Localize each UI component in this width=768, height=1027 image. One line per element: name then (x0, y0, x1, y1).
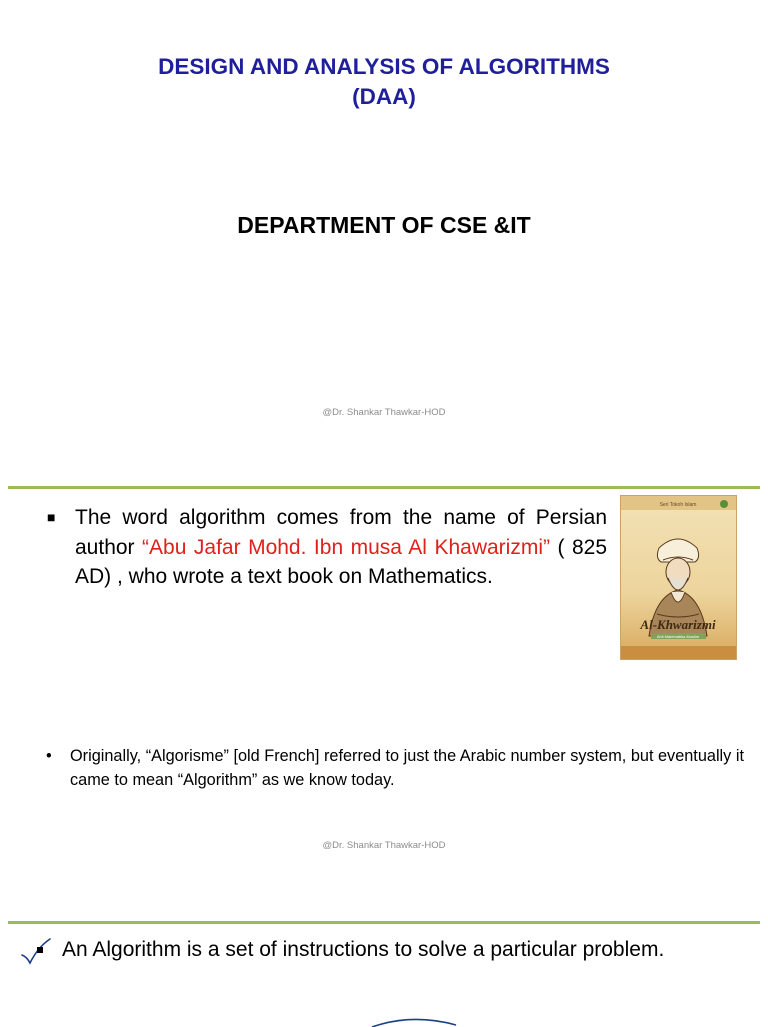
bullet-text-before: The word algorithm comes from the name of Persian author (75, 506, 607, 559)
title-line-1: DESIGN AND ANALYSIS OF ALGORITHMS (158, 54, 610, 79)
book-title: Al-Khwarizmi (640, 617, 716, 632)
checkmark-icon (20, 935, 62, 965)
slide-title-heading (0, 52, 768, 112)
bullet-definition (20, 935, 760, 965)
bullet-algorisme (46, 744, 744, 792)
book-series-label: Seri Tokoh Islam (659, 502, 697, 508)
ink-arc-icon (370, 1015, 460, 1027)
square-bullet-icon: ■ (47, 509, 56, 525)
bullet-definition-text: An Algorithm is a set of instructions to solve a particular problem. (62, 938, 665, 961)
department-heading: DEPARTMENT OF CSE &IT (237, 212, 531, 238)
book-subtitle: Ahli Matematika Muslim (656, 634, 700, 639)
dot-bullet-icon: • (46, 747, 52, 765)
slide-definition (0, 923, 768, 1024)
slide-footer: @Dr. Shankar Thawkar-HOD (322, 840, 446, 851)
bullet-algorithm-origin (47, 503, 607, 592)
title-line-2: (DAA) (352, 84, 416, 109)
author-name-highlight: “Abu Jafar Mohd. Ibn musa Al Khawarizmi” (142, 535, 550, 559)
bullet-text-after: ( 825 AD) , who wrote a text book on Mathematics. (75, 535, 607, 588)
bullet-algorisme-text: Originally, “Algorisme” [old French] referred to just the Arabic number system, but eventually it came to mean “Algorithm” as we know today. (70, 747, 744, 789)
slide-title (0, 0, 768, 487)
slide-footer: @Dr. Shankar Thawkar-HOD (322, 407, 446, 418)
al-khwarizmi-book-cover (620, 495, 737, 660)
slide-origin (0, 487, 768, 923)
